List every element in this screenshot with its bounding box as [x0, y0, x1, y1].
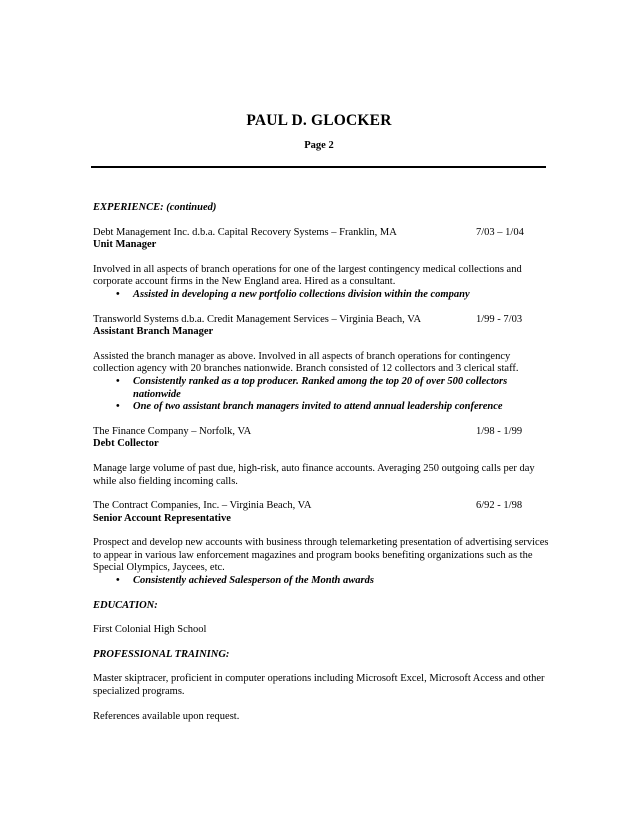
job-bullet: • Consistently ranked as a top producer. Ranked among the top 20 of over 500 collectors nationwide [116, 375, 508, 400]
job-header [93, 426, 553, 439]
job-bullet: • One of two assistant branch managers invited to attend annual leadership conference [116, 401, 503, 413]
job-bullets [93, 376, 553, 414]
job-header [93, 227, 553, 240]
resume-body [93, 202, 553, 723]
job-employer: Debt Management Inc. d.b.a. Capital Recovery Systems – Franklin, MA [93, 226, 397, 238]
training-heading: PROFESSIONAL TRAINING: [93, 648, 230, 660]
bullet-icon: • [116, 288, 120, 300]
job-dates: 7/03 – 1/04 [476, 226, 524, 238]
job-employer: The Contract Companies, Inc. – Virginia Beach, VA [93, 500, 312, 512]
job-bullets [93, 289, 553, 302]
candidate-name: PAUL D. GLOCKER [246, 112, 392, 129]
job-employer: Transworld Systems d.b.a. Credit Management Services – Virginia Beach, VA [93, 313, 422, 325]
experience-heading: EXPERIENCE: (continued) [93, 202, 217, 213]
job-employer: The Finance Company – Norfolk, VA [93, 425, 252, 437]
training-text: Master skiptracer, proficient in computer operations including Microsoft Excel, Microsoft Access and other specialized programs. [93, 673, 545, 698]
job-dates: 6/92 - 1/98 [476, 500, 523, 512]
job-header [93, 500, 553, 513]
references-note: References available upon request. [93, 710, 240, 722]
job-description: Manage large volume of past due, high-risk, auto finance accounts. Averaging 250 outgoing calls per day while also fielding incoming calls. [93, 462, 535, 487]
education-school: First Colonial High School [93, 624, 207, 636]
job-title: Unit Manager [93, 239, 157, 251]
job-description: Assisted the branch manager as above. Involved in all aspects of branch operations for contingency collection agency with 20 branches nationwide. Branch consisted of 12 collectors and 3 clerical staff. [93, 350, 519, 375]
header-divider [91, 166, 546, 168]
education-heading: EDUCATION: [93, 599, 158, 611]
job-description: Prospect and develop new accounts with business through telemarketing presentation of advertising services to appear in various law enforcement magazines and program books benefiting organizations such as the Special Olympics, Jaycees, etc. [93, 537, 549, 574]
job-entry [93, 426, 553, 500]
job-header [93, 314, 553, 327]
page-number: Page 2 [304, 140, 334, 151]
job-bullet: • Assisted in developing a new portfolio collections division within the company [116, 288, 470, 300]
job-entry [93, 227, 553, 314]
job-bullet: • Consistently achieved Salesperson of the Month awards [116, 575, 374, 587]
job-entry [93, 314, 553, 426]
job-title: Senior Account Representative [93, 512, 231, 524]
bullet-icon: • [116, 575, 120, 587]
job-bullets [93, 575, 553, 588]
job-title: Assistant Branch Manager [93, 326, 214, 338]
bullet-icon: • [116, 401, 120, 413]
job-dates: 1/99 - 7/03 [476, 313, 523, 325]
job-description: Involved in all aspects of branch operations for one of the largest contingency medical collections and corporate account firms in the New England area. Hired as a consultant. [93, 263, 522, 288]
job-dates: 1/98 - 1/99 [476, 425, 523, 437]
job-title: Debt Collector [93, 438, 159, 450]
job-entry [93, 500, 553, 600]
bullet-icon: • [116, 375, 120, 387]
